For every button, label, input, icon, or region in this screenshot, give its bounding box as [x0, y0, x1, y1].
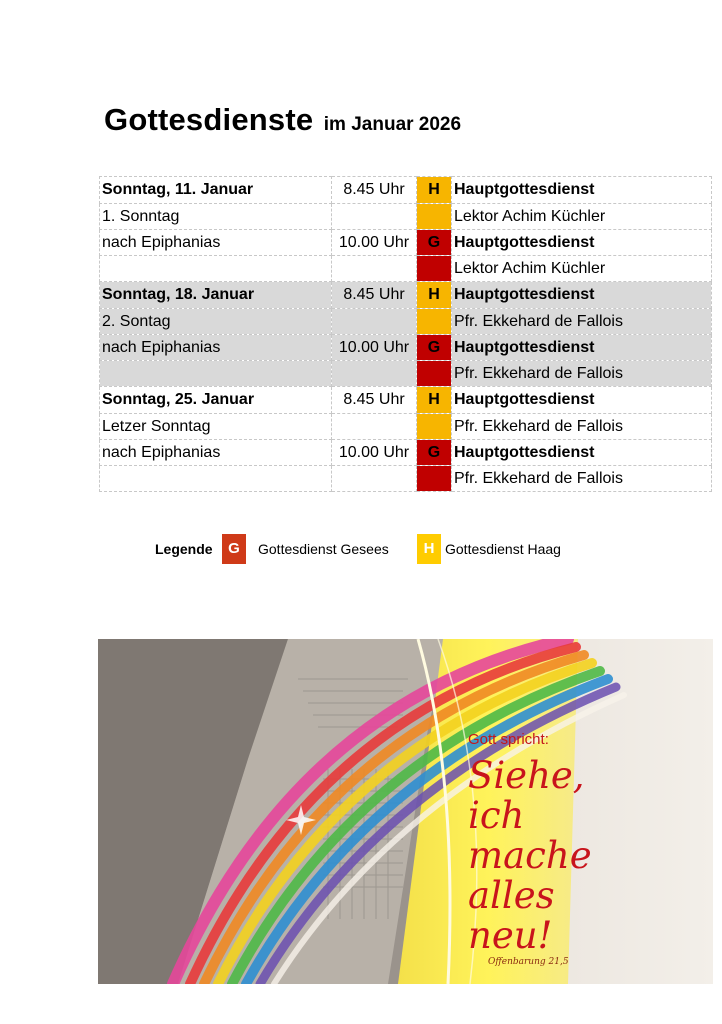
title-main: Gottesdienste	[104, 102, 314, 137]
day-cell: nach Epiphanias	[100, 440, 332, 466]
schedule-row	[100, 177, 712, 204]
event-cell: Hauptgottesdienst	[452, 230, 712, 256]
schedule-row	[100, 204, 712, 230]
legend-h-box: H	[417, 534, 441, 564]
location-code-cell: G	[417, 230, 452, 256]
location-code-cell: G	[417, 335, 452, 361]
location-code-cell: H	[417, 177, 452, 204]
event-cell: Hauptgottesdienst	[452, 440, 712, 466]
artwork-reference: Offenbarung 21,5	[488, 957, 569, 967]
time-cell: 8.45 Uhr	[332, 387, 417, 414]
event-cell: Hauptgottesdienst	[452, 177, 712, 204]
legend-h-text: Gottesdienst Haag	[445, 541, 561, 557]
day-cell	[100, 466, 332, 492]
event-cell: Hauptgottesdienst	[452, 387, 712, 414]
artwork-intro: Gott spricht:	[468, 731, 549, 748]
day-cell: 1. Sonntag	[100, 204, 332, 230]
schedule-row	[100, 466, 712, 492]
day-cell: Sonntag, 11. Januar	[100, 177, 332, 204]
legend-label: Legende	[155, 541, 213, 557]
service-schedule-table	[99, 176, 712, 492]
rainbow-painting	[98, 639, 713, 984]
title-sub: im Januar 2026	[323, 114, 462, 135]
schedule-row	[100, 309, 712, 335]
time-cell	[332, 256, 417, 282]
location-code-cell: H	[417, 282, 452, 309]
time-cell	[332, 466, 417, 492]
schedule-row	[100, 361, 712, 387]
rainbow-artwork	[98, 639, 713, 984]
schedule-row	[100, 387, 712, 414]
day-cell: 2. Sontag	[100, 309, 332, 335]
location-code-cell: H	[417, 387, 452, 414]
event-cell: Lektor Achim Küchler	[452, 204, 712, 230]
time-cell	[332, 204, 417, 230]
legend-g-box: G	[222, 534, 246, 564]
location-code-cell: G	[417, 440, 452, 466]
event-cell: Hauptgottesdienst	[452, 335, 712, 361]
event-cell: Lektor Achim Küchler	[452, 256, 712, 282]
location-code-cell	[417, 361, 452, 387]
time-cell: 10.00 Uhr	[332, 230, 417, 256]
schedule-row	[100, 414, 712, 440]
time-cell: 8.45 Uhr	[332, 177, 417, 204]
schedule-row	[100, 335, 712, 361]
time-cell: 8.45 Uhr	[332, 282, 417, 309]
location-code-cell	[417, 309, 452, 335]
time-cell: 10.00 Uhr	[332, 335, 417, 361]
event-cell: Pfr. Ekkehard de Fallois	[452, 309, 712, 335]
page-title	[104, 102, 461, 138]
time-cell: 10.00 Uhr	[332, 440, 417, 466]
location-code-cell	[417, 414, 452, 440]
time-cell	[332, 414, 417, 440]
schedule-row	[100, 256, 712, 282]
day-cell	[100, 256, 332, 282]
event-cell: Pfr. Ekkehard de Fallois	[452, 414, 712, 440]
schedule-row	[100, 282, 712, 309]
event-cell: Pfr. Ekkehard de Fallois	[452, 466, 712, 492]
day-cell	[100, 361, 332, 387]
day-cell: Letzer Sonntag	[100, 414, 332, 440]
day-cell: Sonntag, 25. Januar	[100, 387, 332, 414]
schedule-row	[100, 440, 712, 466]
schedule-row	[100, 230, 712, 256]
day-cell: nach Epiphanias	[100, 230, 332, 256]
event-cell: Pfr. Ekkehard de Fallois	[452, 361, 712, 387]
location-code-cell	[417, 204, 452, 230]
time-cell	[332, 361, 417, 387]
location-code-cell	[417, 466, 452, 492]
legend-g-text: Gottesdienst Gesees	[258, 541, 389, 557]
day-cell: Sonntag, 18. Januar	[100, 282, 332, 309]
event-cell: Hauptgottesdienst	[452, 282, 712, 309]
day-cell: nach Epiphanias	[100, 335, 332, 361]
location-code-cell	[417, 256, 452, 282]
artwork-verse: Siehe, ich mache alles neu!	[468, 754, 592, 957]
time-cell	[332, 309, 417, 335]
